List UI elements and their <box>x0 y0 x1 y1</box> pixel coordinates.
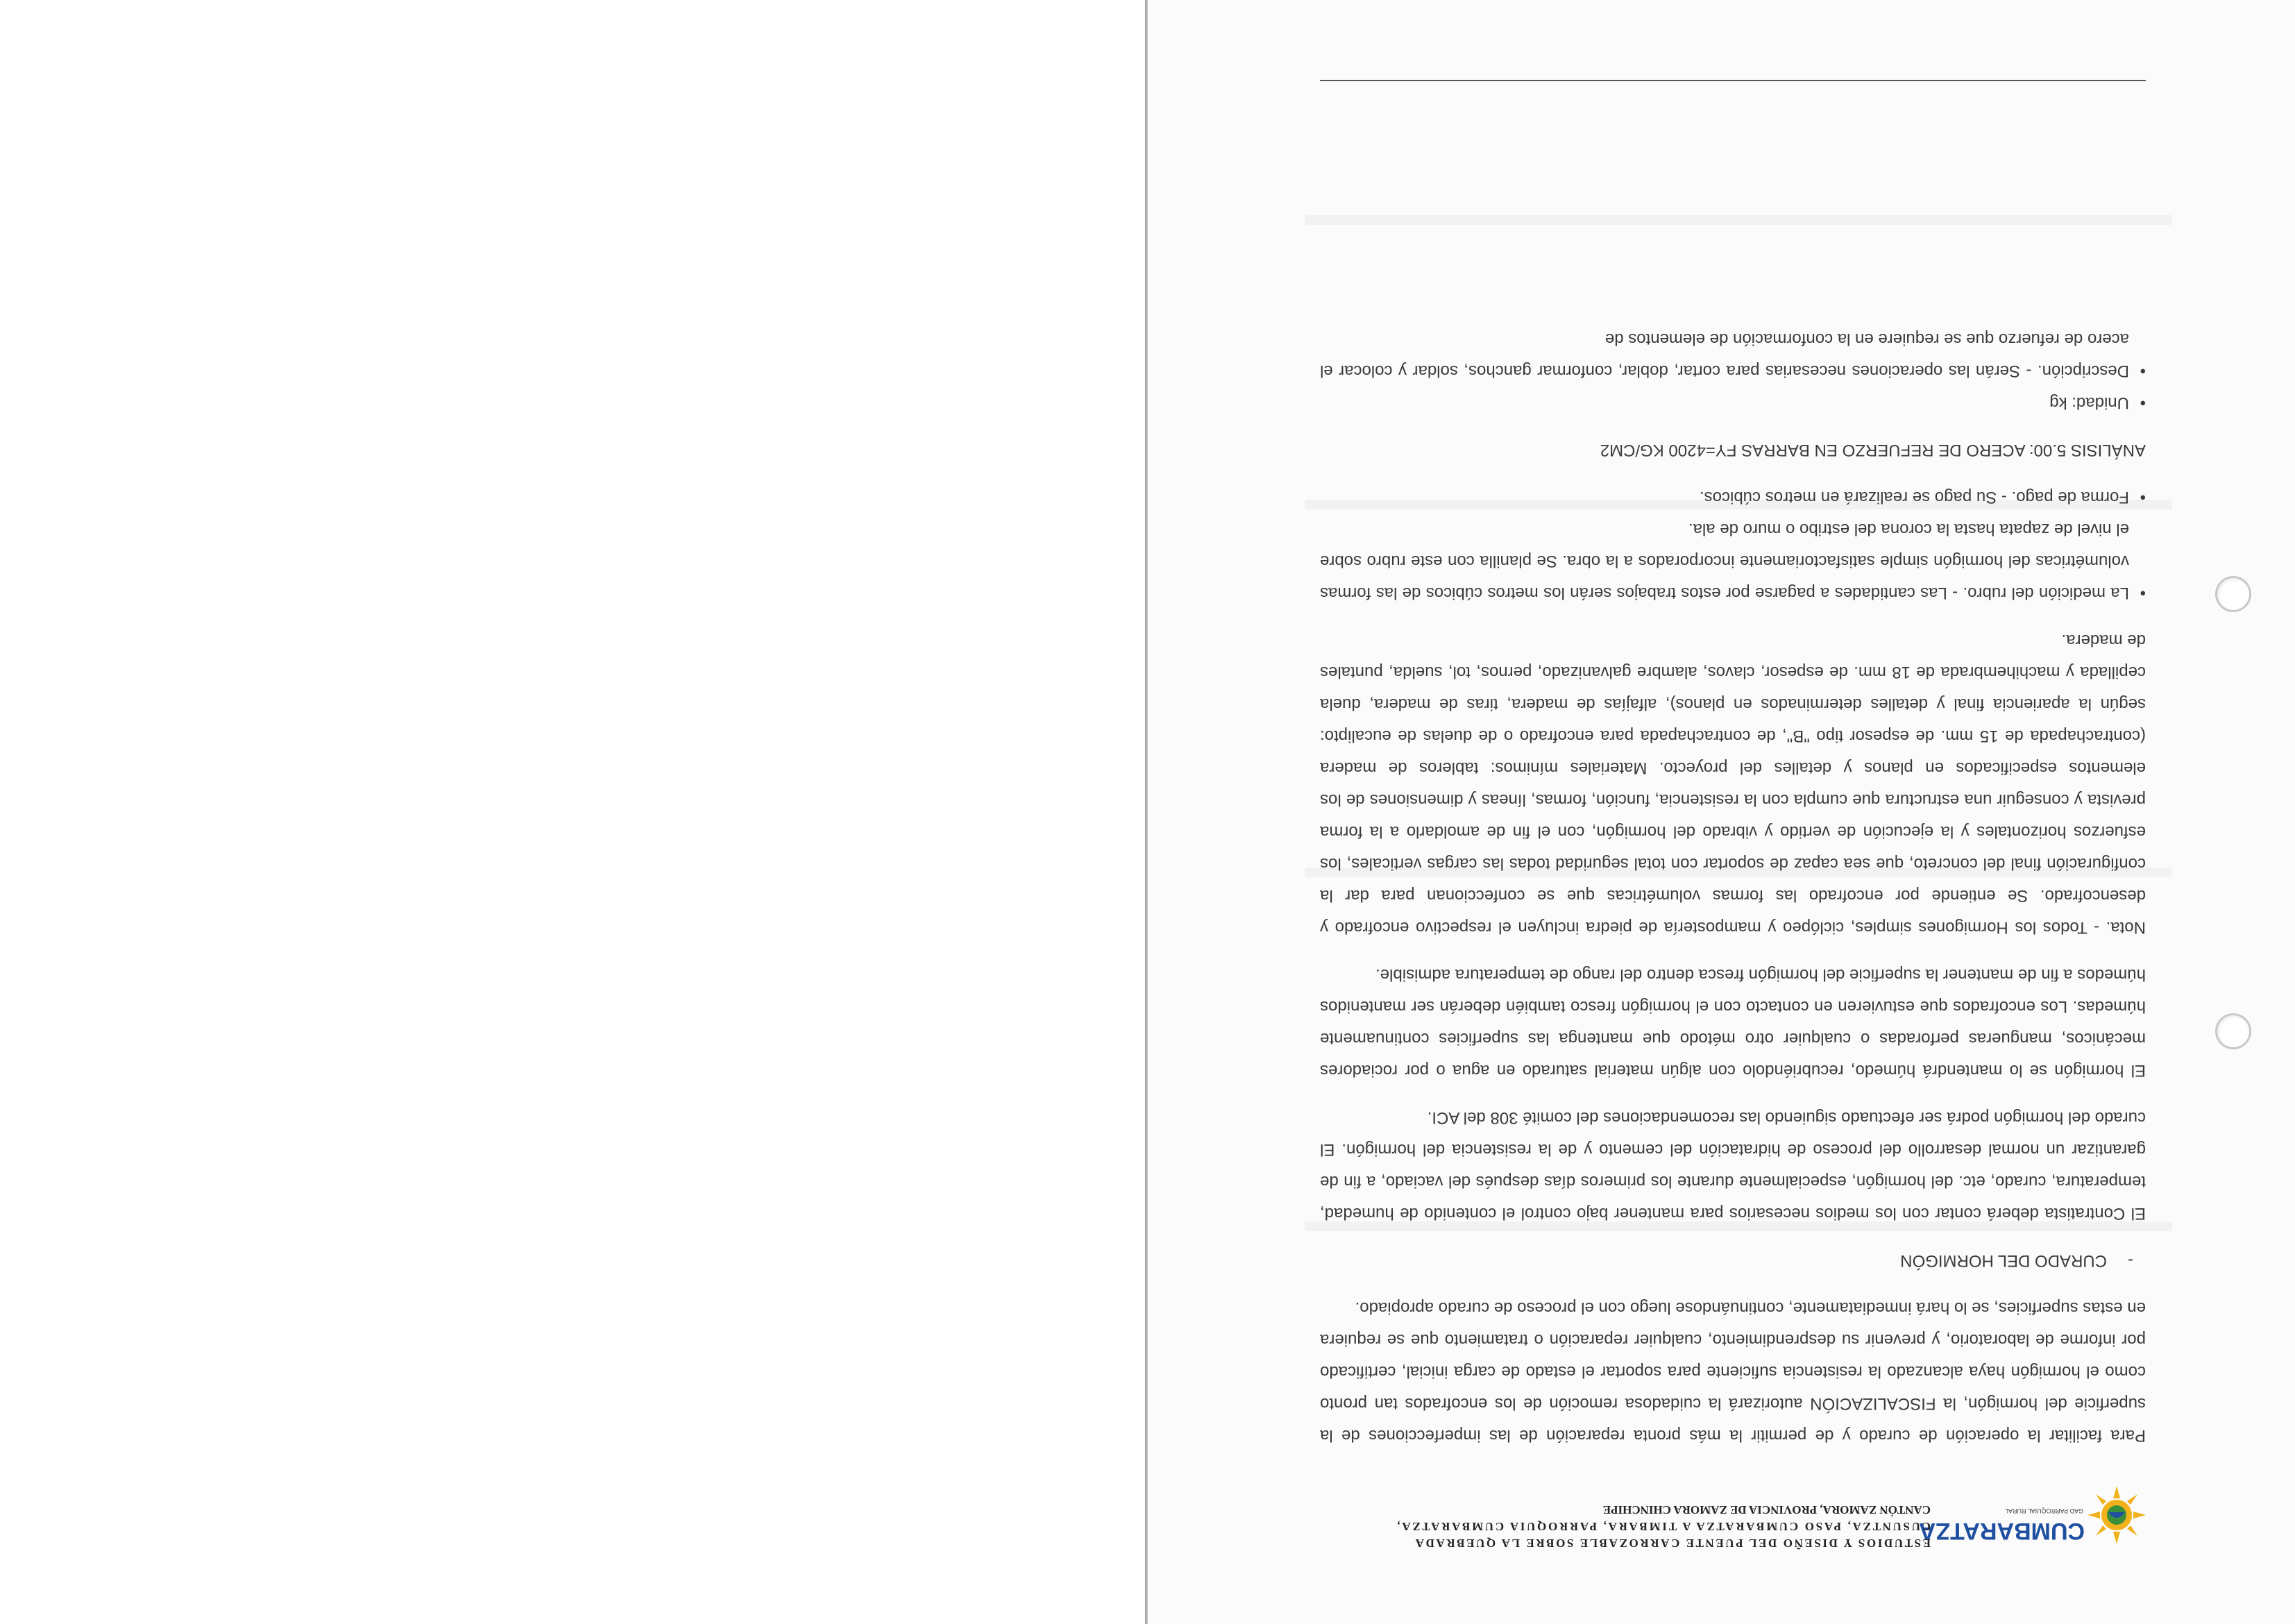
footer-rule <box>1320 80 2146 81</box>
section-heading <box>1320 1244 2146 1276</box>
logo-wordmark: CUMBARATZA <box>1918 1518 2085 1544</box>
list-item: • Unidad: kg <box>1320 387 2129 418</box>
project-title <box>1320 1501 1931 1551</box>
section-heading-text: CURADO DEL HORMIGÓN <box>1900 1251 2107 1270</box>
cumbaratza-logo <box>1918 1472 2146 1548</box>
paragraph-moisture: El hormigón se lo mantendrá húmedo, recubriéndolo con algún material saturado en agua o por rociadores mecánicos, mangueras perforadas o cualquier otro método que mantenga las superficies continuamente húmedas. Los encofrados que estuvieren en contacto con el hormigón fresco también deberán ser mantenidos húmedos a fin de mantener la superficie del hormigón fresca dentro del rango de temperatura admisible. <box>1320 965 2146 1080</box>
section-dash: - <box>2128 1251 2133 1270</box>
project-title-line: ESTUDIOS Y DISEÑO DEL PUENTE CARROZABLE SOBRE LA QUEBRADA <box>1414 1537 1931 1550</box>
page-content <box>1320 80 2146 1551</box>
document-header <box>1320 1466 2146 1551</box>
punch-hole <box>2215 1013 2251 1049</box>
paragraph-note: Nota. - Todos los Hormigones simples, ciclópeo y mampostería de piedra incluyen el respectivo encofrado y desencofrado. Se entiende por encofrado las formas volumétricas que se confeccionan para dar la configuración final del concreto, que sea capaz de soportar con total seguridad todas las cargas verticales, los esfuerzos horizontales y la ejecución de vertido y vibrado del hormigón, con el fin de amoldarlo a la forma prevista y conseguir una estructura que cumpla con la resistencia, función, formas, líneas y dimensiones de los elementos especificados en planos y detalles del proyecto. Materiales mínimos: tableros de madera (contrachapada de 15 mm. de espesor tipo "B", de contrachapada para encofrado o de duelas de eucalipto: según la apariencia final y detalles determinados en planos), alfajías de madera, tiras de madera, duela cepillada y machihembrada de 18 mm. de espesor, clavos, alambre galvanizado, pernos, tol, suelda, puntales de madera. <box>1320 631 2146 937</box>
punch-hole <box>2215 576 2251 612</box>
blank-left-page <box>0 0 1145 1624</box>
list-item: • Forma de pago. - Su pago se realizará en metros cúbicos. <box>1320 481 2129 513</box>
project-title-line: CUSUNTZA, PASO CUMBARATZA A TIMBARA, PARROQUIA CUMBARATZA, <box>1395 1520 1931 1533</box>
measurement-list <box>1320 481 2146 609</box>
analysis-list <box>1320 323 2146 418</box>
logo-subtitle: GAD PARROQUIAL RURAL <box>2004 1507 2083 1514</box>
paragraph-curing-control: El Contratista deberá contar con los medios necesarios para mantener bajo control el contenido de humedad, temperatura, curado, etc. del hormigón, especialmente durante los primeros días después del vaciado, a fin de garantizar un normal desarrollo del proceso de hidratación del cemento y de la resistencia del hormigón. El curado del hormigón podrá ser efectuado siguiendo las recomendaciones del comité 308 del ACI. <box>1320 1108 2146 1223</box>
project-title-line: CANTÓN ZAMORA, PROVINCIA DE ZAMORA CHINCHIPE <box>1602 1503 1931 1516</box>
analysis-heading: ANÁLISIS 5.00: ACERO DE REFUERZO EN BARRAS FY=4200 KG/CM2 <box>1600 441 2146 459</box>
list-item: • Descripción. - Serán las operaciones necesarias para cortar, doblar, conformar ganchos, soldar y colocar el acero de refuerzo que se requiere en la conformación de elementos de <box>1320 323 2129 387</box>
paragraph-formwork-removal: Para facilitar la operación de curado y de permitir la más pronta reparación de las imperfecciones de la superficie del hormigón, la FISCALIZACIÓN autorizará la cuidadosa remoción de los encofrados tan pronto como el hormigón haya alcanzado la resistencia suficiente para soportar el estado de carga inicial, certificado por informe de laboratorio, y prevenir su desprendimiento, cualquier reparación o tratamiento que se requiera en estas superficies, se lo hará inmediatamente, continuándose luego con el proceso de curado apropiado. <box>1320 1299 2146 1445</box>
sun-emblem-icon <box>2087 1486 2146 1544</box>
list-item: • La medición del rubro. - Las cantidades a pagarse por estos trabajos serán los metros cúbicos de las formas volumétricas del hormigón simple satisfactoriamente incorporados a la obra. Se planilla con este rubro sobre el nivel de zapata hasta la corona del estribo o muro de ala. <box>1320 513 2129 609</box>
